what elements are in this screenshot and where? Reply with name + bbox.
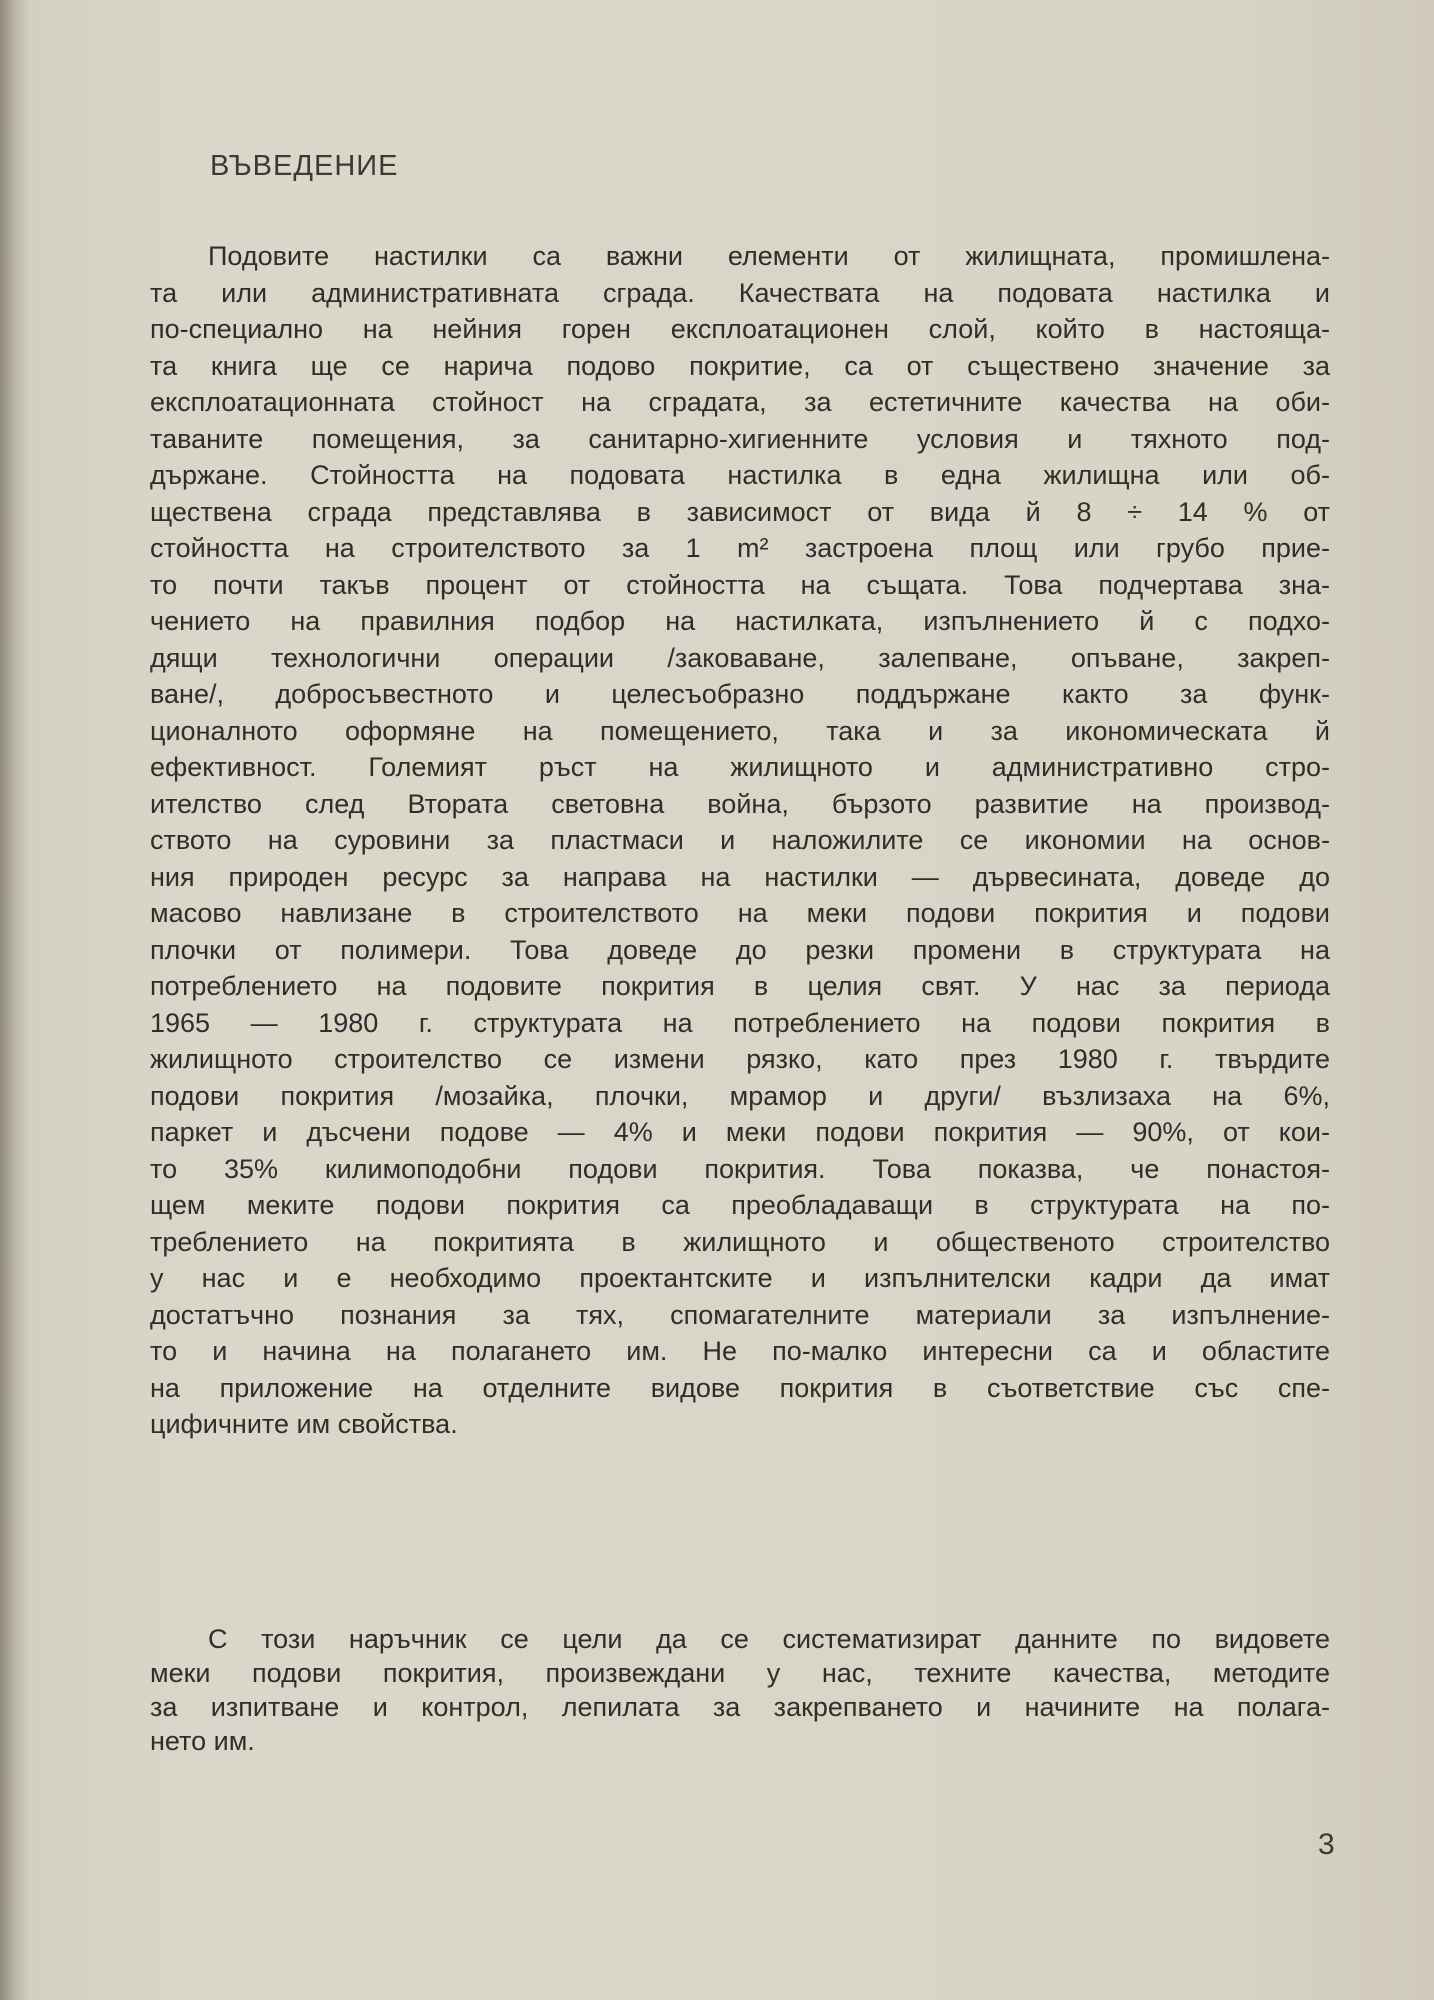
text-line: ителство след Втората световна война, бързото развитие на производ- [150,788,1330,819]
text-line: Подовите настилки са важни елементи от жилищната, промишлена- [208,241,1330,271]
text-line: то 35% килимоподобни подови покрития. Това показва, че понастоя- [150,1153,1330,1184]
text-line: то и начина на полагането им. Не по-малко интересни са и областите [150,1336,1330,1366]
text-line: чението на правилния подбор на настилката, изпълнението й с подхо- [150,606,1330,636]
text-line: по-специално на нейния горен експлоатационен слой, който в настояща- [150,314,1330,344]
text-line: та или административната сграда. Качествата на подовата настилка и [150,277,1330,308]
section-heading: ВЪВЕДЕНИЕ [210,150,399,182]
text-line: плочки от полимери. Това доведе до резки промени в структурата на [150,934,1330,965]
text-line: експлоатационната стойност на сградата, за естетичните качества на оби- [150,387,1330,417]
paragraph-1 [150,238,1330,1443]
text-line: масово навлизане в строителството на меки подови покрития и подови [150,898,1330,928]
text-line: за изпитване и контрол, лепилата за закрепването и начините на полага- [150,1692,1330,1722]
text-line: дящи технологични операции /заковаване, залепване, опъване, закреп- [150,642,1330,673]
text-line: жилищното строителство се измени рязко, като през 1980 г. твърдите [150,1044,1330,1074]
text-line: ществена сграда представлява в зависимост от вида й 8 ÷ 14 % от [150,496,1330,527]
text-line: ционалното оформяне на помещението, така и за икономическата й [150,715,1330,746]
text-line: С този наръчник се цели да се систематизират данните по видовете [208,1624,1330,1654]
text-line: ване/, добросъвестното и целесъобразно поддържане както за функ- [150,679,1330,709]
text-line: достатъчно познания за тях, спомагателните материали за изпълнение- [150,1299,1330,1330]
text-line: та книга ще се нарича подово покритие, са от съществено значение за [150,350,1330,381]
text-line: 1965 — 1980 г. структурата на потреблението на подови покрития в [150,1007,1330,1038]
text-line: ефективност. Големият ръст на жилищното и административно стро- [150,752,1330,782]
page-number: 3 [1318,1828,1335,1861]
text-line: то почти такъв процент от стойността на същата. Това подчертава зна- [150,569,1330,600]
text-line: държане. Стойността на подовата настилка в една жилищна или об- [150,460,1330,490]
text-line: на приложение на отделните видове покрития в съответствие със спе- [150,1372,1330,1403]
text-line: стойността на строителството за 1 m² застроена площ или грубо прие- [150,533,1330,563]
paragraph-2 [150,1622,1330,1758]
text-line: потреблението на подовите покрития в целия свят. У нас за периода [150,971,1330,1001]
text-line: подови покрития /мозайка, плочки, мрамор и други/ възлизаха на 6%, [150,1080,1330,1111]
text-line: таваните помещения, за санитарно-хигиенните условия и тяхното под- [150,423,1330,454]
text-line: меки подови покрития, произвеждани у нас, техните качества, методите [150,1658,1330,1688]
text-line: нето им. [150,1726,255,1756]
text-line: треблението на покритията в жилищното и общественото строителство [150,1226,1330,1257]
text-line: ния природен ресурс за направа на настилки — дървесината, доведе до [150,861,1330,892]
text-line: цифичните им свойства. [150,1409,458,1439]
text-line: паркет и дъсчени подове — 4% и меки подови покрития — 90%, от кои- [150,1117,1330,1147]
text-line: ството на суровини за пластмаси и наложилите се икономии на основ- [150,825,1330,855]
text-line: щем меките подови покрития са преобладаващи в структурата на по- [150,1190,1330,1220]
text-line: у нас и е необходимо проектантските и изпълнителски кадри да имат [150,1263,1330,1293]
